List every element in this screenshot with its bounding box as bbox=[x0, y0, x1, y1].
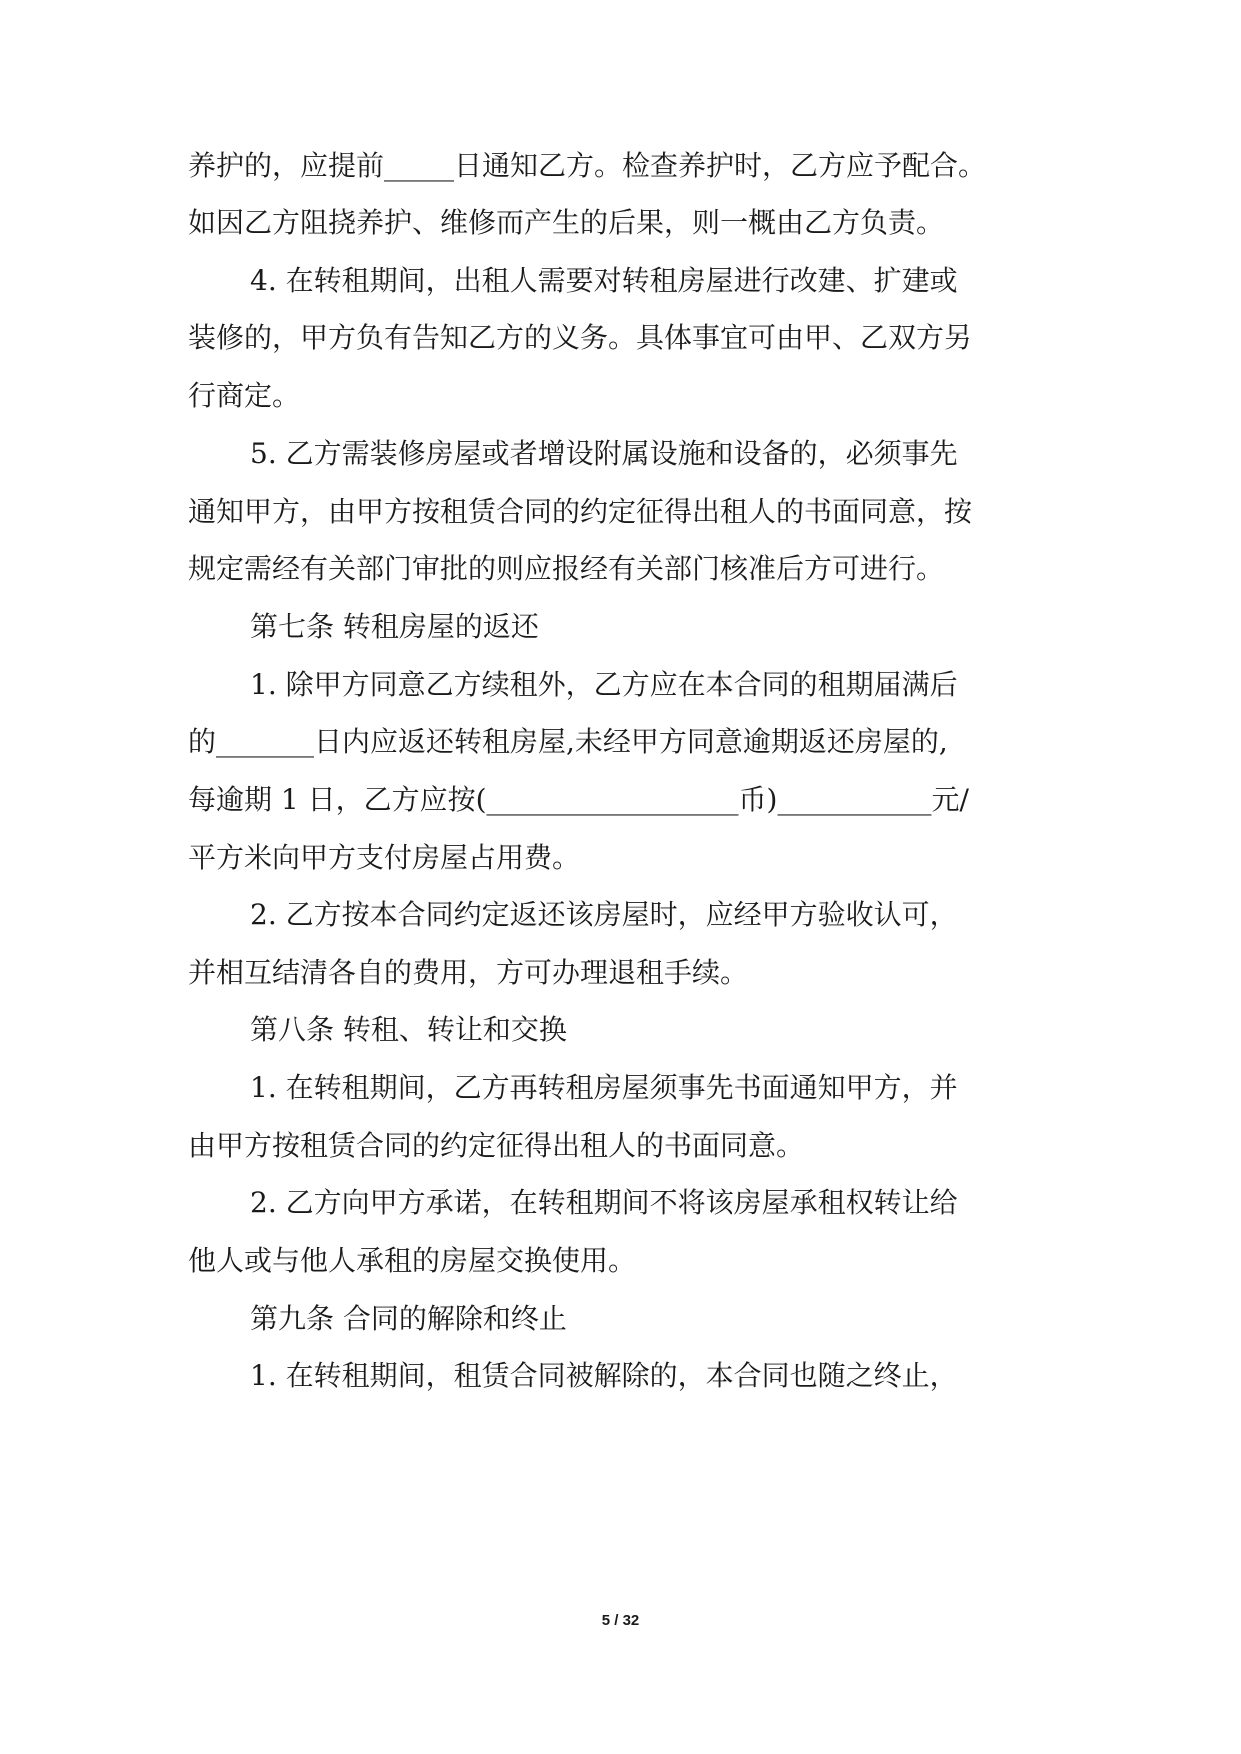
paragraph-first-line: 4. 在转租期间，出租人需要对转租房屋进行改建、扩建或 bbox=[250, 264, 958, 297]
text-line: 由甲方按租赁合同的约定征得出租人的书面同意。 bbox=[188, 1129, 805, 1162]
text-line: 的_______日内应返还转租房屋,未经甲方同意逾期返还房屋的, bbox=[188, 725, 948, 758]
paragraph-first-line: 1. 在转租期间，乙方再转租房屋须事先书面通知甲方，并 bbox=[250, 1071, 958, 1104]
text-line: 装修的，甲方负有告知乙方的义务。具体事宜可由甲、乙双方另 bbox=[188, 321, 973, 354]
section-heading: 第九条 合同的解除和终止 bbox=[250, 1302, 567, 1335]
paragraph-first-line: 1. 除甲方同意乙方续租外，乙方应在本合同的租期届满后 bbox=[250, 668, 958, 701]
text-line: 行商定。 bbox=[188, 379, 301, 412]
text-line: 他人或与他人承租的房屋交换使用。 bbox=[188, 1244, 637, 1277]
paragraph-first-line: 2. 乙方向甲方承诺，在转租期间不将该房屋承租权转让给 bbox=[250, 1186, 958, 1219]
text-line: 如因乙方阻挠养护、维修而产生的后果，则一概由乙方负责。 bbox=[188, 206, 945, 239]
text-line: 规定需经有关部门审批的则应报经有关部门核准后方可进行。 bbox=[188, 552, 945, 585]
section-heading: 第七条 转租房屋的返还 bbox=[250, 610, 539, 643]
text-line: 并相互结清各自的费用，方可办理退租手续。 bbox=[188, 956, 749, 989]
page-number: 5 / 32 bbox=[601, 1612, 640, 1629]
text-line: 通知甲方，由甲方按租赁合同的约定征得出租人的书面同意，按 bbox=[188, 495, 973, 528]
text-line: 养护的，应提前_____日通知乙方。检查养护时，乙方应予配合。 bbox=[188, 149, 987, 182]
text-line: 每逾期 1 日，乙方应按(__________________币)___________元/ bbox=[188, 783, 969, 816]
paragraph-first-line: 1. 在转租期间，租赁合同被解除的，本合同也随之终止， bbox=[250, 1359, 958, 1392]
paragraph-first-line: 2. 乙方按本合同约定返还该房屋时，应经甲方验收认可， bbox=[250, 898, 958, 931]
paragraph-first-line: 5. 乙方需装修房屋或者增设附属设施和设备的，必须事先 bbox=[250, 437, 958, 470]
text-line: 平方米向甲方支付房屋占用费。 bbox=[188, 841, 581, 874]
section-heading: 第八条 转租、转让和交换 bbox=[250, 1013, 567, 1046]
